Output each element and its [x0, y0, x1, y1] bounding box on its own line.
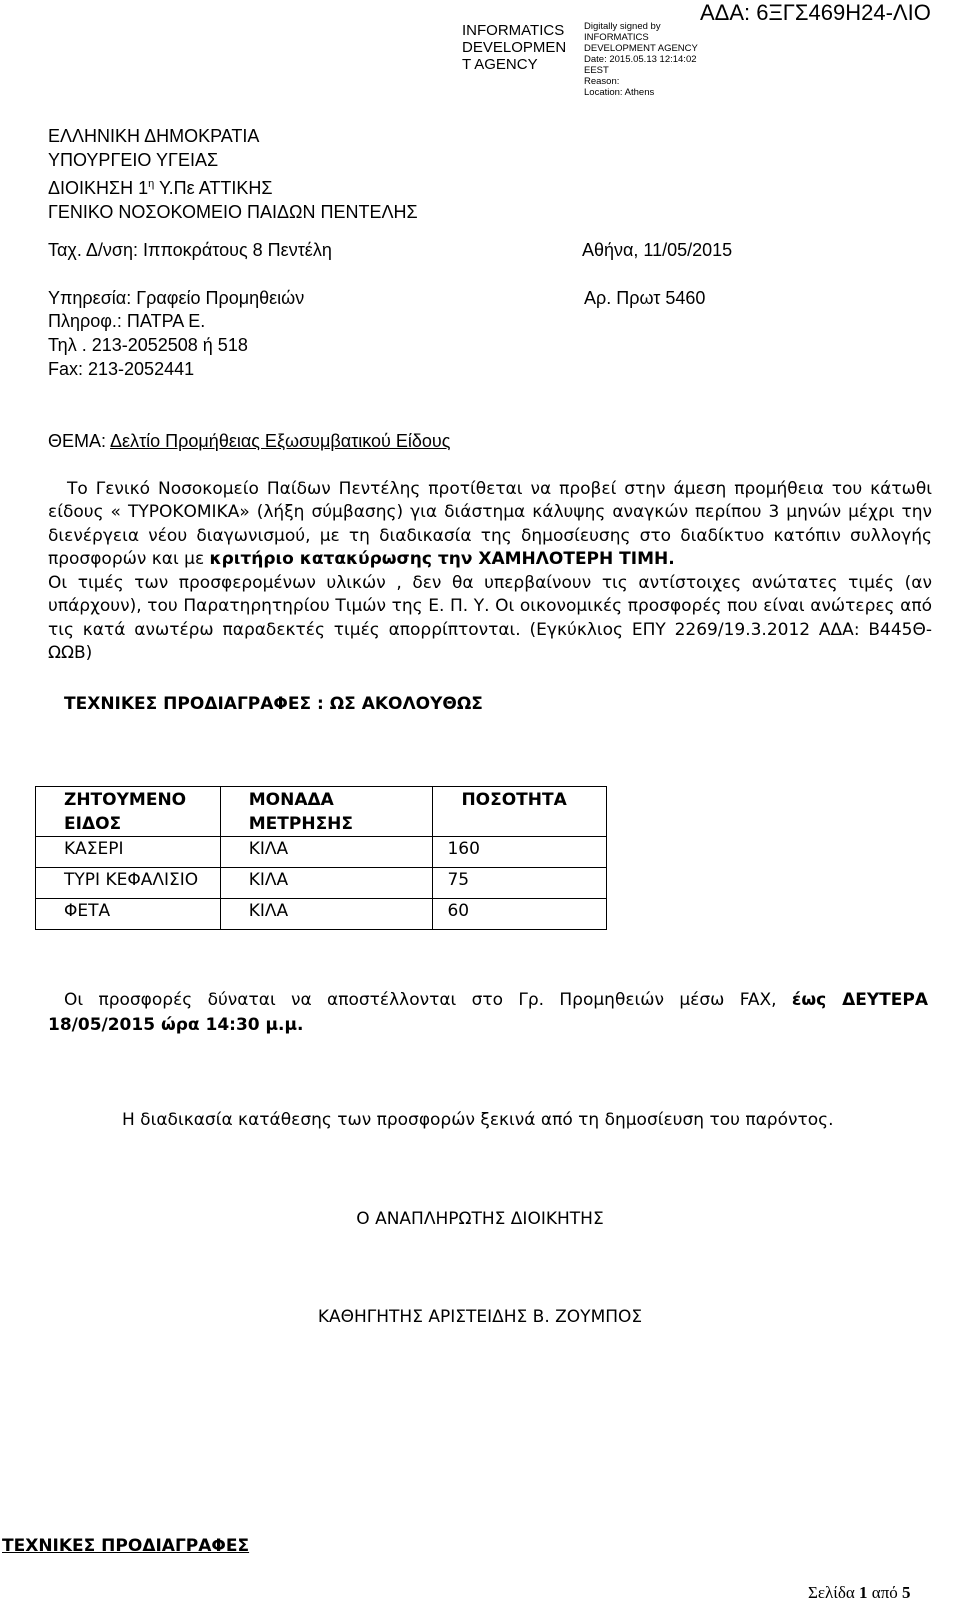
signature-details: [584, 21, 698, 98]
header-unit: ΜΟΝΑΔΑ ΜΕΤΡΗΣΗΣ: [220, 787, 433, 837]
intro-text: Το Γενικό Νοσοκομείο Παίδων Πεντέλης προτίθεται να προβεί στην άμεση προμήθεια του κάτωθι είδους « ΤΥΡΟΚΟΜΙΚΑ» (λήξη σύμβασης) για διάστημα κάλυψης αναγκών περίπου 3 μηνών μέχρι την διενέργεια νέου διαγωνισμού, με τη διαδικασία της δημοσίευσης στο διαδίκτυο κατόπιν συλλογής προσφορών και με: [48, 479, 932, 569]
subject-prefix: ΘΕΜΑ:: [48, 431, 111, 451]
signature-block: [462, 22, 566, 73]
signature-detail-line: Date: 2015.05.13 12:14:02: [584, 54, 697, 65]
table-row: [36, 899, 607, 930]
ada-code: ΑΔΑ: 6ΞΓΣ469Η24-ΛΙΟ: [700, 0, 931, 25]
fax: Fax: 213-2052441: [48, 359, 195, 379]
signature-detail-line: DEVELOPMENT AGENCY: [584, 43, 698, 54]
signature-detail-line: Reason:: [584, 76, 620, 87]
signature-detail-line: Digitally signed by: [584, 21, 661, 32]
total-pages: 5: [902, 1583, 911, 1602]
signatory-name: ΚΑΘΗΓΗΤΗΣ ΑΡΙΣΤΕΙΔΗΣ Β. ΖΟΥΜΠΟΣ: [317, 1307, 643, 1327]
current-page: 1: [859, 1583, 868, 1602]
quantity-cell: 60: [433, 899, 607, 930]
offers-paragraph: [48, 988, 928, 1038]
offers-text: Οι προσφορές δύναται να αποστέλλονται στο Γρ. Προμηθειών μέσω FAX,: [64, 990, 792, 1010]
phone: Τηλ . 213-2052508 ή 518: [48, 335, 248, 355]
quantity-cell: 160: [433, 837, 607, 868]
table-row: [36, 837, 607, 868]
protocol-number: Αρ. Πρωτ 5460: [584, 288, 706, 308]
offers-deadline: έως ΔΕΥΤΕΡΑ 18/05/2015 ώρα 14:30 μ.μ.: [48, 990, 928, 1035]
document-date: Αθήνα, 11/05/2015: [582, 240, 733, 260]
page-number: [808, 1583, 911, 1603]
header-line-administration: [48, 172, 418, 200]
signatory-title: Ο ΑΝΑΠΛΗΡΩΤΗΣ ΔΙΟΙΚΗΤΗΣ: [356, 1209, 604, 1229]
signature-detail-line: EEST: [584, 65, 609, 76]
bottom-heading: ΤΕΧΝΙΚΕΣ ΠΡΟΔΙΑΓΡΑΦΕΣ: [2, 1536, 250, 1556]
page-word: Σελίδα: [808, 1583, 855, 1602]
signer-name: [462, 22, 566, 73]
table-row: [36, 868, 607, 899]
admin-superscript: η: [148, 178, 155, 190]
admin-text: ΔΙΟΙΚΗΣΗ 1: [48, 178, 149, 198]
issuer-header: [48, 124, 418, 224]
subject-title: Δελτίο Προμήθειας Εξωσυμβατικού Είδους: [110, 431, 451, 451]
contact-info: Πληροφ.: ΠΑΤΡΑ Ε.: [48, 311, 206, 331]
header-line-republic: ΕΛΛΗΝΙΚΗ ΔΗΜΟΚΡΑΤΙΑ: [48, 126, 260, 146]
signature-detail-line: Location: Athens: [584, 87, 655, 98]
item-cell: ΤΥΡΙ ΚΕΦΑΛΙΣΙΟ: [36, 868, 221, 899]
item-cell: ΚΑΣΕΡΙ: [36, 837, 221, 868]
address: Ταχ. Δ/νση: Ιπποκράτους 8 Πεντέλη: [48, 240, 332, 260]
unit-cell: ΚΙΛΑ: [220, 837, 433, 868]
item-cell: ΦΕΤΑ: [36, 899, 221, 930]
admin-text-rest: Υ.Πε ΑΤΤΙΚΗΣ: [154, 178, 273, 198]
procedure-note: Η διαδικασία κατάθεσης των προσφορών ξεκινά από τη δημοσίευση του παρόντος.: [122, 1110, 834, 1130]
service: Υπηρεσία: Γραφείο Προμηθειών: [48, 288, 305, 308]
header-quantity: ΠΟΣΟΤΗΤΑ: [433, 787, 607, 837]
signer-name-line: INFORMATICS: [462, 22, 565, 39]
header-line-hospital: ΓΕΝΙΚΟ ΝΟΣΟΚΟΜΕΙΟ ΠΑΙΔΩΝ ΠΕΝΤΕΛΗΣ: [48, 202, 418, 222]
signature-detail-line: INFORMATICS: [584, 32, 649, 43]
header-line-ministry: ΥΠΟΥΡΓΕΙΟ ΥΓΕΙΑΣ: [48, 150, 219, 170]
of-word: από: [871, 1583, 898, 1602]
award-criterion: κριτήριο κατακύρωσης την ΧΑΜΗΛΟΤΕΡΗ ΤΙΜΗ.: [209, 548, 675, 569]
table-header-row: [36, 787, 607, 837]
signer-name-line: T AGENCY: [462, 56, 538, 73]
subject: [48, 429, 450, 453]
unit-cell: ΚΙΛΑ: [220, 899, 433, 930]
specs-heading: ΤΕΧΝΙΚΕΣ ΠΡΟΔΙΑΓΡΑΦΕΣ : ΩΣ ΑΚΟΛΟΥΘΩΣ: [64, 694, 483, 714]
quantity-cell: 75: [433, 868, 607, 899]
prices-paragraph: Οι τιμές των προσφερομένων υλικών , δεν θα υπερβαίνουν τις αντίστοιχες ανώτατες τιμές (αν υπάρχουν), του Παρατηρητηρίου Τιμών της Ε. Π. Υ. Οι οικονομικές προσφορές που είναι ανώτερες από τις κατά ανωτέρω παραδεκτές τιμές απορρίπτονται. (Εγκύκλιος ΕΠΥ 2269/19.3.2012 ΑΔΑ: Β445Θ-ΩΩΒ): [48, 573, 932, 663]
unit-cell: ΚΙΛΑ: [220, 868, 433, 899]
intro-paragraph: [48, 478, 932, 571]
signer-name-line: DEVELOPMEN: [462, 39, 567, 56]
header-item: ΖΗΤΟΥΜΕΝΟ ΕΙΔΟΣ: [36, 787, 221, 837]
items-table: [35, 786, 607, 930]
